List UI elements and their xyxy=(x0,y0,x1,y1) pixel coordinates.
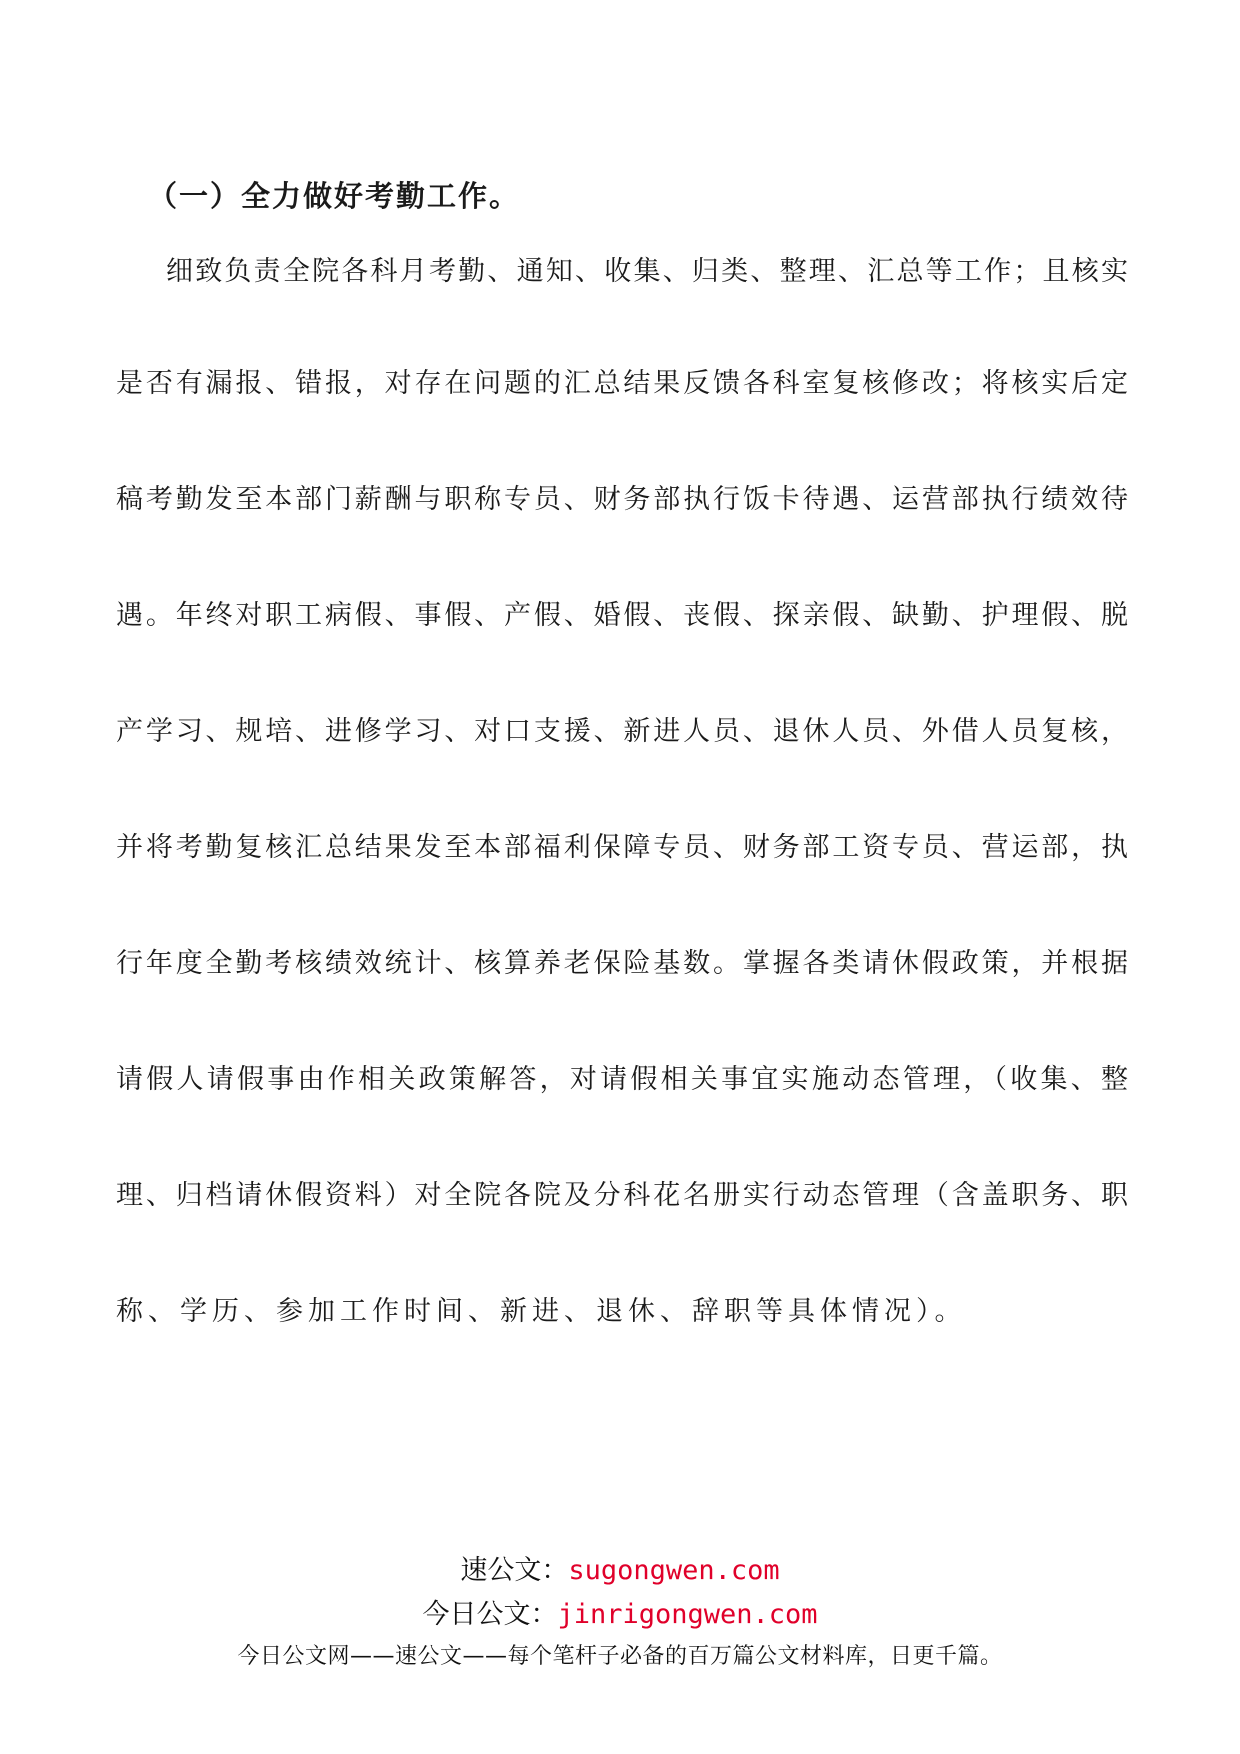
paragraph-line: 行年度全勤考核绩效统计、核算养老保险基数。掌握各类请休假政策，并根据 xyxy=(116,948,1128,979)
footer-slogan: 今日公文网——速公文——每个笔杆子必备的百万篇公文材料库，日更千篇。 xyxy=(237,1644,1003,1669)
paragraph-line: 请假人请假事由作相关政策解答，对请假相关事宜实施动态管理，（收集、整 xyxy=(116,1064,1128,1095)
footer-site-2-label: 今日公文： xyxy=(422,1599,558,1630)
footer-site-1-label: 速公文： xyxy=(460,1555,569,1586)
paragraph-line: 称、学历、参加工作时间、新进、退休、辞职等具体情况）。 xyxy=(116,1296,967,1327)
paragraph-line: 遇。年终对职工病假、事假、产假、婚假、丧假、探亲假、缺勤、护理假、脱 xyxy=(116,600,1128,631)
footer-site-2-link[interactable]: jinrigongwen.com xyxy=(557,1599,818,1630)
paragraph-line: 产学习、规培、进修学习、对口支援、新进人员、退休人员、外借人员复核， xyxy=(116,716,1128,747)
paragraph-line: 稿考勤发至本部门薪酬与职称专员、财务部执行饭卡待遇、运营部执行绩效待 xyxy=(116,484,1128,515)
paragraph-line: 细致负责全院各科月考勤、通知、收集、归类、整理、汇总等工作；且核实 xyxy=(166,256,1128,287)
footer-site-1 xyxy=(0,1552,1240,1590)
paragraph-line: 并将考勤复核汇总结果发至本部福利保障专员、财务部工资专员、营运部，执 xyxy=(116,832,1128,863)
paragraph-line: 理、归档请休假资料）对全院各院及分科花名册实行动态管理（含盖职务、职 xyxy=(116,1180,1128,1211)
section-heading: （一）全力做好考勤工作。 xyxy=(148,179,521,213)
footer-site-1-link[interactable]: sugongwen.com xyxy=(568,1555,780,1586)
paragraph-line: 是否有漏报、错报，对存在问题的汇总结果反馈各科室复核修改；将核实后定 xyxy=(116,368,1128,399)
footer-site-2 xyxy=(0,1596,1240,1634)
